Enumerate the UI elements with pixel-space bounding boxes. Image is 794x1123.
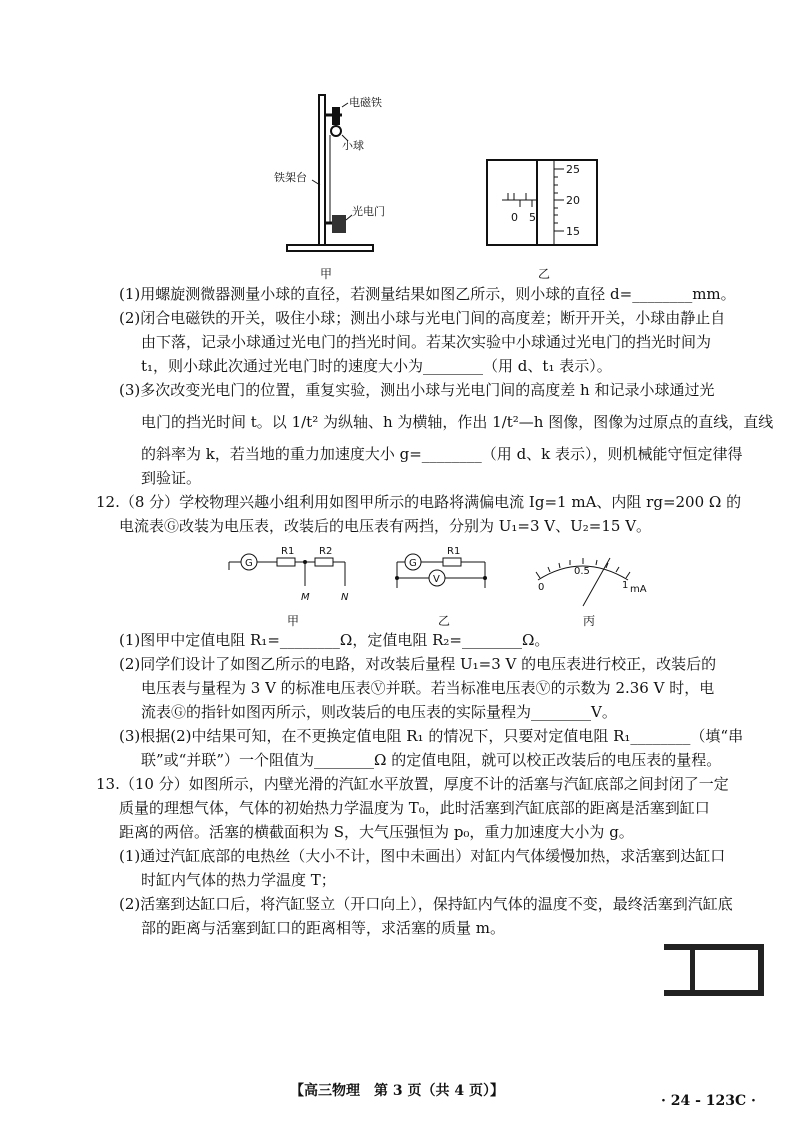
- circuit-jia-n: N: [341, 592, 349, 603]
- text-line: (1)通过汽缸底部的电热丝（大小不计，图中未画出）对缸内气体缓慢加热，求活塞到达缸口: [119, 847, 726, 865]
- text-line: 距离的两倍。活塞的横截面积为 S，大气压强恒为 p₀，重力加速度大小为 g。: [119, 823, 634, 841]
- text-line: 的斜率为 k，若当地的重力加速度大小 g=________（用 d、k 表示），则机械能守恒定律得: [141, 445, 743, 463]
- caption-bing: 丙: [583, 614, 596, 628]
- page-code: · 24 - 123C ·: [661, 1093, 756, 1109]
- text-line: 电压表与量程为 3 V 的标准电压表Ⓥ并联。若当标准电压表Ⓥ的示数为 2.36 V 时，电: [141, 679, 715, 697]
- meter-unit: mA: [630, 584, 647, 595]
- sleeve-zero: 0: [511, 211, 518, 224]
- meter-0: 0: [538, 582, 545, 593]
- label-stand: 铁架台: [274, 171, 307, 184]
- circuit-jia-m: M: [301, 592, 310, 603]
- circuit-jia-r2: R2: [319, 546, 333, 557]
- thimble-25: 25: [566, 163, 580, 176]
- text-line: 电门的挡光时间 t。以 1/t² 为纵轴、h 为横轴，作出 1/t²—h 图像，图像为过原点的直线，直线: [141, 413, 774, 431]
- circuit-yi-g: G: [409, 558, 417, 569]
- figure-circuit-yi: [393, 540, 493, 610]
- text-line: 由下落，记录小球通过光电门的挡光时间。若某次实验中小球通过光电门的挡光时间为: [141, 333, 712, 351]
- circuit-yi-r1: R1: [447, 546, 461, 557]
- text-line: 质量的理想气体，气体的初始热力学温度为 T₀，此时活塞到汽缸底部的距离是活塞到缸口: [119, 799, 710, 817]
- caption-yi-1: 乙: [538, 267, 551, 281]
- text-line: (1)图甲中定值电阻 R₁=________Ω，定值电阻 R₂=________Ω。: [119, 631, 550, 649]
- text-line: 时缸内气体的热力学温度 T；: [141, 871, 336, 889]
- text-line: (2)闭合电磁铁的开关，吸住小球；测出小球与光电门间的高度差；断开开关，小球由静止自: [119, 309, 726, 327]
- figure-cylinder: [660, 940, 770, 1000]
- text-line: 到验证。: [141, 469, 202, 487]
- text-line: 流表Ⓖ的指针如图丙所示，则改装后的电压表的实际量程为________V。: [141, 703, 617, 721]
- figure-micrometer: [482, 155, 602, 255]
- thimble-20: 20: [566, 194, 580, 207]
- text-line: 12.（8 分）学校物理兴趣小组利用如图甲所示的电路将满偏电流 Ig=1 mA、内阻 rg=200 Ω 的: [96, 493, 742, 511]
- text-line: (3)多次改变光电门的位置，重复实验，测出小球与光电门间的高度差 h 和记录小球通过光: [119, 381, 715, 399]
- sleeve-five: 5: [529, 211, 536, 224]
- page-footer: 【高三物理 第 3 页（共 4 页）】: [290, 1083, 504, 1099]
- circuit-jia-r1: R1: [281, 546, 295, 557]
- caption-jia-2: 甲: [287, 614, 300, 628]
- figure-meter: [530, 548, 650, 608]
- meter-1: 1: [622, 580, 629, 591]
- text-line: t₁，则小球此次通过光电门时的速度大小为________（用 d、t₁ 表示）。: [141, 357, 612, 375]
- caption-yi-2: 乙: [438, 614, 451, 628]
- label-ball: 小球: [342, 139, 364, 152]
- text-line: 电流表Ⓖ改装为电压表，改装后的电压表有两挡，分别为 U₁=3 V、U₂=15 V。: [119, 517, 652, 535]
- figure-circuit-jia: [225, 540, 365, 610]
- caption-jia-1: 甲: [320, 267, 333, 281]
- meter-05: 0.5: [574, 566, 590, 577]
- label-photogate: 光电门: [352, 205, 385, 218]
- text-line: (1)用螺旋测微器测量小球的直径，若测量结果如图乙所示，则小球的直径 d=________mm。: [119, 285, 736, 303]
- text-line: (2)同学们设计了如图乙所示的电路，对改装后量程 U₁=3 V 的电压表进行校正，改装后的: [119, 655, 717, 673]
- circuit-jia-g: G: [245, 558, 253, 569]
- text-line: (3)根据(2)中结果可知，在不更换定值电阻 R₁ 的情况下，只要对定值电阻 R₁________（填“串: [119, 727, 744, 745]
- circuit-yi-v: V: [433, 574, 440, 585]
- figure-apparatus: [270, 85, 400, 265]
- text-line: 部的距离与活塞到缸口的距离相等，求活塞的质量 m。: [141, 919, 505, 937]
- text-line: 13.（10 分）如图所示，内壁光滑的汽缸水平放置，厚度不计的活塞与汽缸底部之间封闭了一定: [96, 775, 729, 793]
- thimble-15: 15: [566, 225, 580, 238]
- text-line: (2)活塞到达缸口后，将汽缸竖立（开口向上），保持缸内气体的温度不变，最终活塞到汽缸底: [119, 895, 733, 913]
- label-electromagnet: 电磁铁: [349, 96, 382, 109]
- text-line: 联”或“并联”）一个阻值为________Ω 的定值电阻，就可以校正改装后的电压表的量程。: [141, 751, 722, 769]
